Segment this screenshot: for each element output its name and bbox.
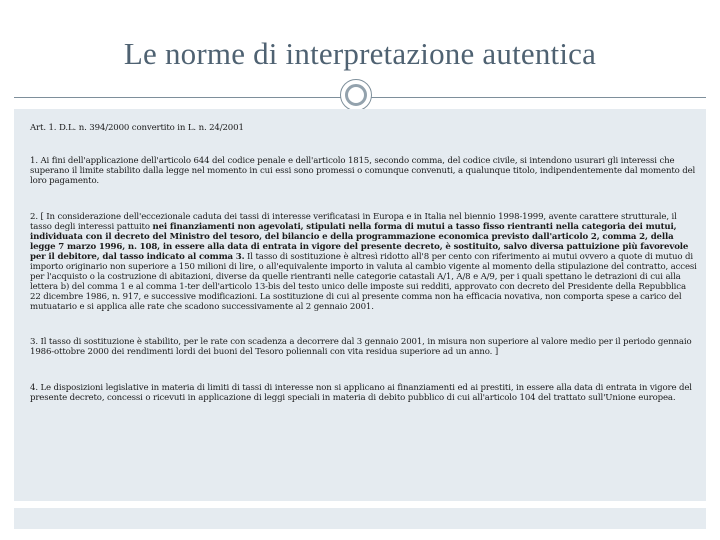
footer-strip <box>14 508 706 529</box>
slide-title: Le norme di interpretazione autentica <box>123 36 597 71</box>
paragraph-2-intro: 2. [ In considerazione dell'eccezionale caduta dei tassi di interesse verificatasi in Europa e in Italia nel biennio 1998-1999, avente carattere strutturale, il tasso degli interessi pattuito <box>30 212 677 232</box>
content-panel <box>14 109 706 501</box>
paragraph-2-bold: nei finanziamenti non agevolati, stipulati nella forma di mutui a tasso fisso rientranti nella categoria dei mutui, individuata con il decreto del Ministro del tesoro, del bilancio e della programmazione economica previsto dall'articolo 2, comma 2, della legge 7 marzo 1996, n. 108, in essere alla data di entrata in vigore del presente decreto, è sostituito, salvo diversa pattuizione più favorevole per il debitore, dal tasso indicato al comma 3. <box>30 222 689 262</box>
paragraph-3: 3. Il tasso di sostituzione è stabilito, per le rate con scadenza a decorrere dal 3 gennaio 2001, in misura non superiore al valore medio per il periodo gennaio 1986-ottobre 2000 dei rendimenti lordi dei buoni del Tesoro poliennali con vita residua superiore ad un anno. ] <box>30 337 692 357</box>
paragraph-2 <box>30 212 698 312</box>
paragraph-1: 1. Ai fini dell'applicazione dell'articolo 644 del codice penale e dell'articolo 1815, secondo comma, del codice civile, si intendono usurari gli interessi che superano il limite stabilito dalla legge nel momento in cui essi sono promessi o comunque convenuti, a qualunque titolo, indipendentemente dal momento del loro pagamento. <box>30 156 696 186</box>
paragraph-2-rest: Il tasso di sostituzione è altresì ridotto all'8 per cento con riferimento ai mutui ovvero a quote di mutuo di importo originario non superiore a 150 milioni di lire, o all'equivalente importo in valuta al cambio vigente al momento della stipulazione del contratto, accesi per l'acquisto o la costruzione di abitazioni, diverse da quelle rientranti nelle categorie catastali A/1, A/8 e A/9, per i quali spettano le detrazioni di cui alla lettera b) del comma 1 e al comma 1-ter dell'articolo 13-bis del testo unico delle imposte sui redditi, approvato con decreto del Presidente della Repubblica 22 dicembre 1986, n. 917, e successive modificazioni. La sostituzione di cui al presente comma non ha efficacia novativa, non comporta spese a carico del mutuatario e si applica alle rate che scadono successivamente al 2 gennaio 2001. <box>30 252 697 312</box>
law-reference: Art. 1. D.L. n. 394/2000 convertito in L. n. 24/2001 <box>30 123 244 133</box>
divider-ring-ornament <box>340 79 372 111</box>
divider-ring-inner <box>345 84 367 106</box>
paragraph-4: 4. Le disposizioni legislative in materia di limiti di tassi di interesse non si applicano ai finanziamenti ed ai prestiti, in essere alla data di entrata in vigore del presente decreto, concessi o ricevuti in applicazione di leggi speciali in materia di debito pubblico di cui all'articolo 104 del trattato sull'Unione europea. <box>30 383 692 403</box>
